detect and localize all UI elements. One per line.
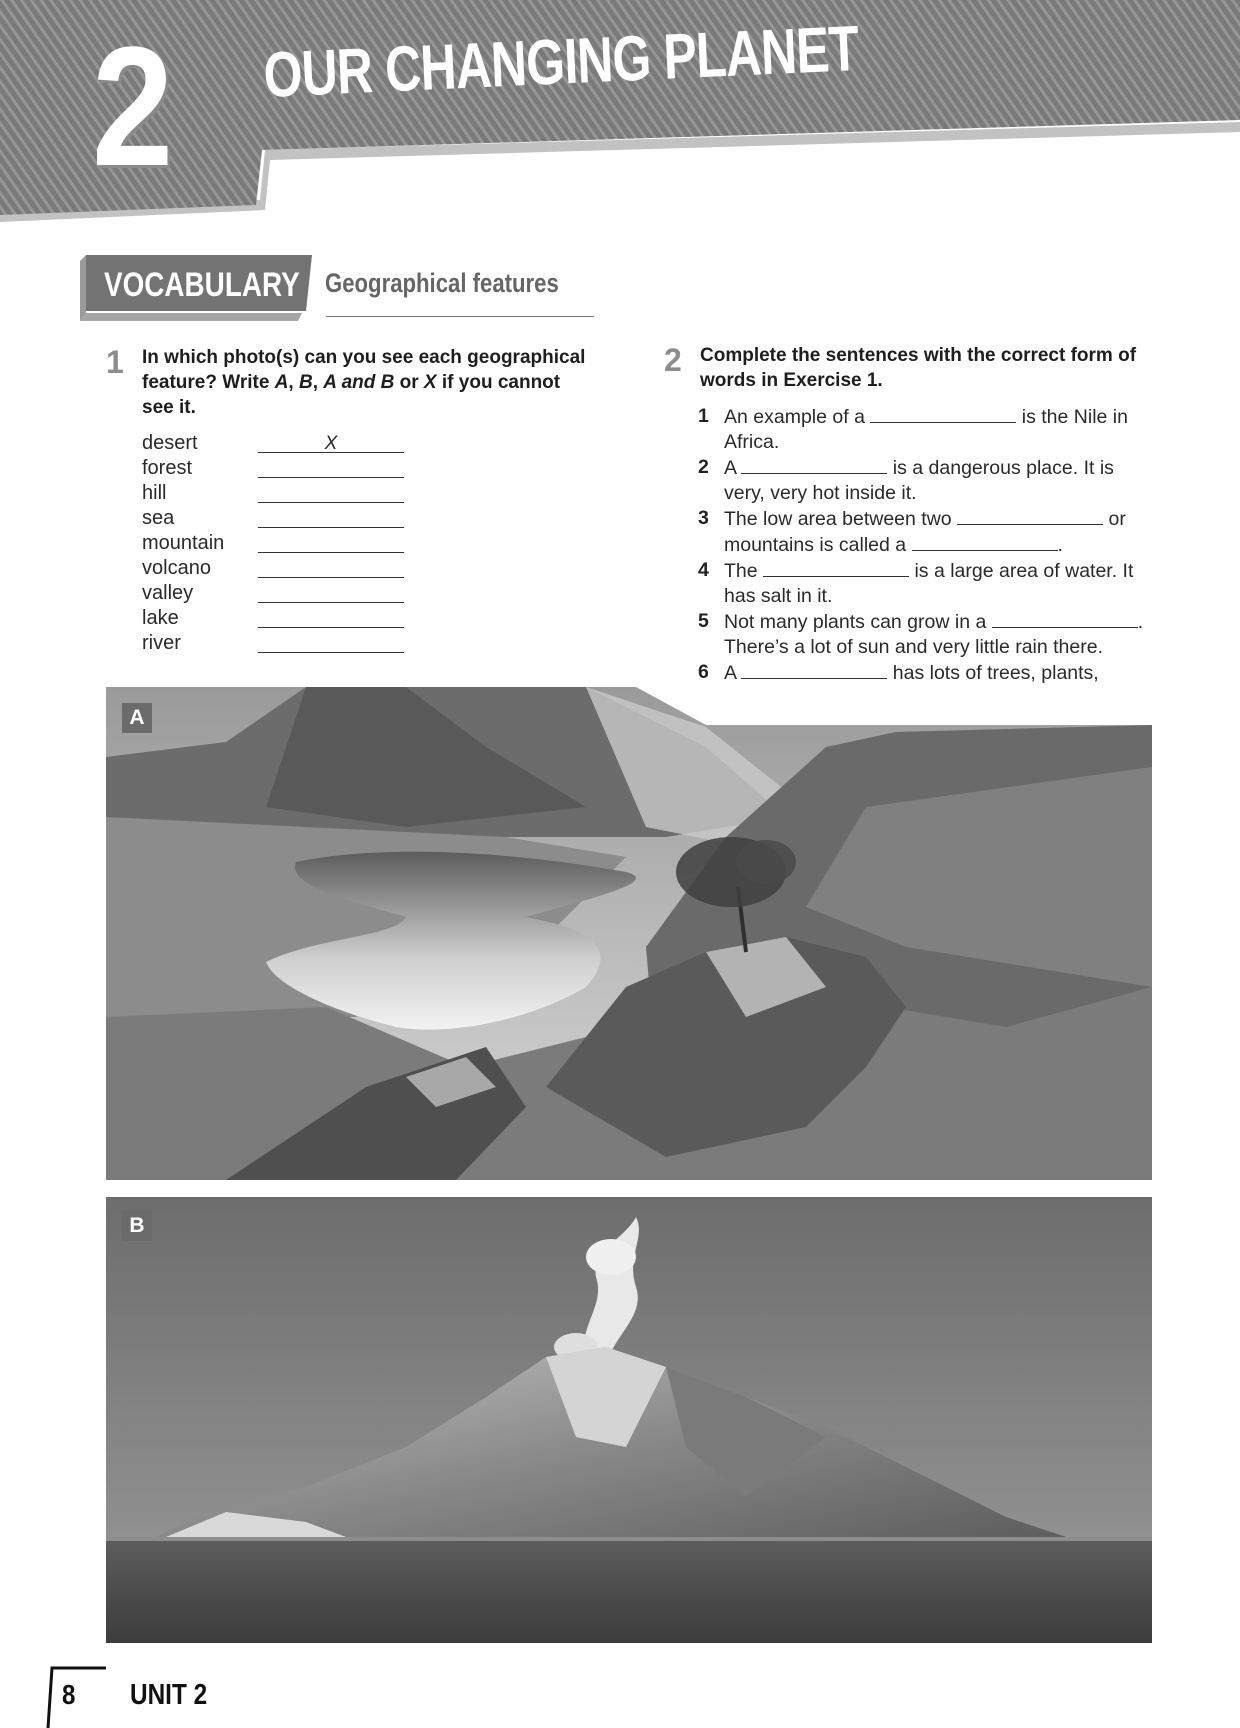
unit-header <box>0 0 1240 230</box>
word-item <box>142 556 432 581</box>
word-label: valley <box>142 582 194 604</box>
instruction-option-x: X <box>423 372 437 393</box>
word-label: forest <box>142 457 193 479</box>
word-label: river <box>142 632 181 654</box>
answer-value: X <box>324 433 338 454</box>
photo-b-illustration <box>106 1197 1152 1643</box>
sentence-gap[interactable] <box>870 404 1016 423</box>
word-label: sea <box>142 507 175 529</box>
unit-number: 2 <box>92 12 169 202</box>
photo-a-illustration <box>106 687 1152 1180</box>
exercise-2-instruction: Complete the sentences with the correct form of words in Exercise 1. <box>700 345 1137 391</box>
sentence-item <box>698 455 1158 506</box>
answer-blank[interactable] <box>258 452 404 453</box>
footer-unit-label: UNIT 2 <box>130 1679 208 1711</box>
exercise-1-number: 1 <box>106 344 124 380</box>
sentence-text: A <box>724 457 742 479</box>
instruction-text: or <box>394 372 424 393</box>
instruction-option-b: B <box>298 372 313 393</box>
sentence-text: The <box>724 560 764 582</box>
word-label: lake <box>142 607 179 629</box>
word-item <box>142 531 432 556</box>
word-label: desert <box>142 432 198 454</box>
section-tag <box>80 255 312 321</box>
answer-blank[interactable] <box>258 477 404 478</box>
unit-title: OUR CHANGING PLANET <box>261 11 860 111</box>
sentence-list <box>698 404 1158 711</box>
sentence-text: is a dangerous place. It is very, very hot inside it. <box>724 457 1114 504</box>
sentence-gap[interactable] <box>741 660 887 679</box>
sentence-gap[interactable] <box>957 506 1103 525</box>
word-label: volcano <box>142 557 211 579</box>
sentence-text: An example of a <box>724 406 871 428</box>
answer-blank[interactable] <box>258 602 404 603</box>
photo-b-label: B <box>122 1211 152 1241</box>
photo-b-volcano <box>106 1197 1152 1643</box>
word-label: hill <box>142 482 167 504</box>
sentence-text: . There’s a lot of sun and very little rain there. <box>724 611 1144 658</box>
word-item <box>142 606 432 631</box>
instruction-text: if you cannot see it. <box>142 372 561 418</box>
sentence-gap[interactable] <box>763 558 909 577</box>
instruction-option-ab: A and B <box>323 372 395 393</box>
sentence-text: or mountains is called a <box>724 508 1126 556</box>
sentence-text: Not many plants can grow in a <box>724 611 992 633</box>
sentence-number: 3 <box>698 507 709 529</box>
word-label: mountain <box>142 532 225 554</box>
answer-blank[interactable] <box>258 552 404 553</box>
word-item <box>142 631 432 656</box>
answer-blank[interactable] <box>258 577 404 578</box>
exercise-2-number: 2 <box>664 342 682 378</box>
sentence-text: is a large area of water. It has salt in it. <box>724 560 1134 607</box>
word-item <box>142 456 432 481</box>
photo-a-lake-valley <box>106 687 1152 1180</box>
sentence-gap[interactable] <box>912 532 1058 551</box>
answer-blank[interactable] <box>258 502 404 503</box>
sentence-number: 2 <box>698 456 709 478</box>
word-item <box>142 481 432 506</box>
instruction-text: In which photo(s) can you see each geographical feature? Write <box>142 347 586 393</box>
exercise-1-instruction <box>142 345 592 420</box>
answer-blank[interactable] <box>258 627 404 628</box>
sentence-text: has lots of trees, plants, <box>892 662 1099 684</box>
page-number: 8 <box>62 1679 76 1710</box>
sentence-text: The low area between two <box>724 508 958 530</box>
sentence-gap[interactable] <box>992 609 1138 628</box>
word-item <box>142 581 432 606</box>
sentence-number: 1 <box>698 405 709 427</box>
subtitle-underline <box>326 316 594 317</box>
word-item <box>142 431 432 456</box>
sentence-item <box>698 609 1158 660</box>
answer-blank[interactable] <box>258 652 404 653</box>
section-subtitle: Geographical features <box>325 268 559 298</box>
instruction-option-a: A <box>274 372 289 393</box>
section-tag-label: VOCABULARY <box>104 266 300 304</box>
sentence-text: is the Nile in Africa. <box>724 406 1128 453</box>
instruction-text: , <box>312 372 324 393</box>
sentence-number: 5 <box>698 610 709 632</box>
answer-blank[interactable] <box>258 527 404 528</box>
sentence-gap[interactable] <box>741 455 887 474</box>
sentence-number: 6 <box>698 661 709 683</box>
footer-corner-mark <box>46 1666 108 1728</box>
instruction-text: , <box>288 372 299 393</box>
sentence-text: . <box>1057 534 1063 556</box>
vocabulary-word-list <box>142 431 432 656</box>
sentence-item <box>698 404 1158 455</box>
photo-a-label: A <box>122 703 152 733</box>
sentence-item <box>698 558 1158 609</box>
sentence-text: A <box>724 662 742 684</box>
sentence-number: 4 <box>698 559 709 581</box>
sentence-item <box>698 506 1158 558</box>
word-item <box>142 506 432 531</box>
